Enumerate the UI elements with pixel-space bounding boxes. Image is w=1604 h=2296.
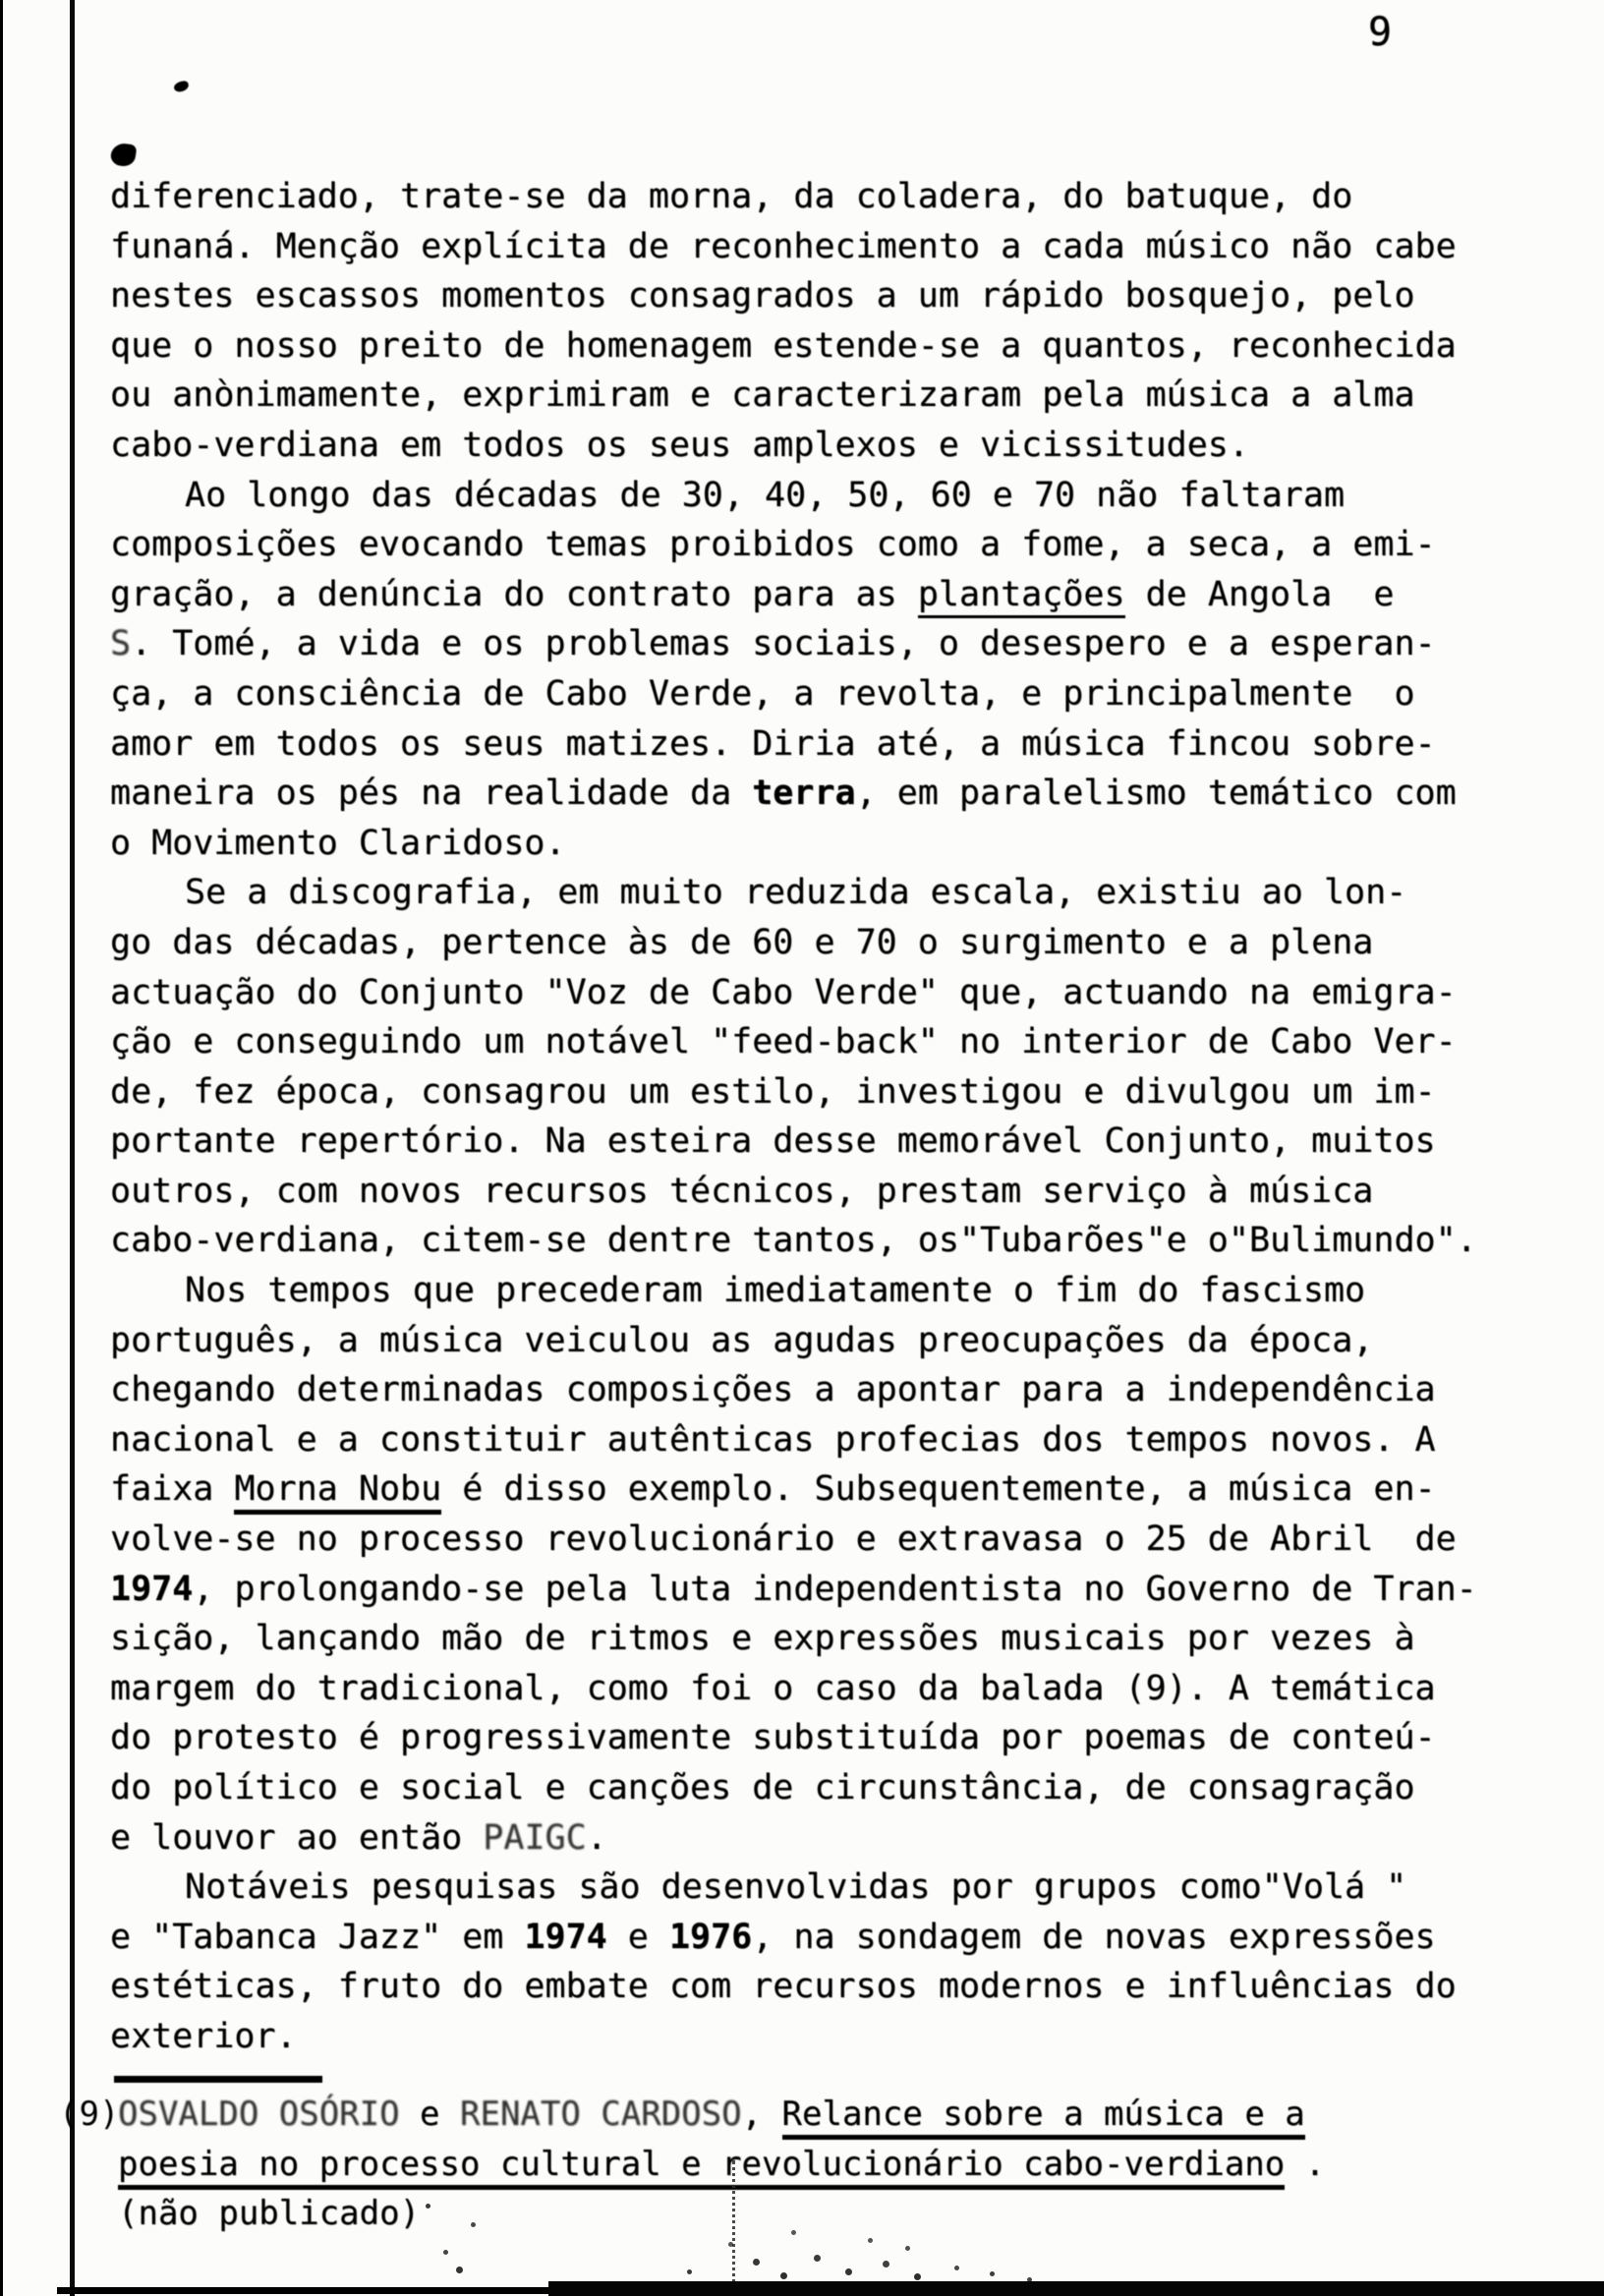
text-line xyxy=(110,321,1545,372)
underlined-text: poesia no processo cultural e revolucionário cabo-verdiano xyxy=(118,2145,1285,2190)
text-line xyxy=(110,1713,1545,1763)
text-line xyxy=(110,1763,1545,1813)
text-run: cabo-verdiana em todos os seus amplexos e vicissitudes. xyxy=(110,425,1249,465)
text-line xyxy=(110,1067,1545,1118)
underlined-text: plantações xyxy=(918,575,1125,618)
footnote-marker: (9) xyxy=(59,2095,120,2134)
text-line xyxy=(110,1614,1545,1664)
text-run: do político e social e canções de circunstância, de consagração xyxy=(110,1768,1415,1808)
text-run: chegando determinadas composições a apontar para a independência xyxy=(110,1370,1436,1410)
text-run: gração, a denúncia do contrato para as xyxy=(110,574,918,614)
text-line xyxy=(118,2189,1543,2239)
text-run: (não publicado) xyxy=(118,2194,421,2234)
text-run: composições evocando temas proibidos como a fome, a seca, a emi- xyxy=(110,525,1436,565)
text-run: é disso exemplo. Subsequentemente, a música en- xyxy=(441,1469,1436,1510)
text-run: . xyxy=(1285,2144,1326,2184)
text-line xyxy=(110,619,1545,669)
text-line xyxy=(110,172,1545,222)
text-run: actuação do Conjunto "Voz de Cabo Verde" que, actuando na emigra- xyxy=(110,972,1457,1012)
text-run: exterior. xyxy=(110,2016,297,2056)
text-run: e xyxy=(606,1917,669,1957)
faded-text: OSVALDO OSÓRIO xyxy=(118,2095,400,2134)
text-line xyxy=(110,271,1545,321)
bold-text: 1974 xyxy=(110,1569,194,1609)
footnote-divider xyxy=(114,2076,322,2083)
text-line xyxy=(110,1813,1545,1864)
text-run: de Angola e xyxy=(1124,574,1395,614)
text-line xyxy=(110,868,1545,918)
text-run: , xyxy=(741,2095,782,2134)
scan-noise xyxy=(0,0,3,3)
text-run: e "Tabanca Jazz" em xyxy=(110,1917,525,1957)
text-run: , em paralelismo temático com xyxy=(855,774,1457,814)
text-line xyxy=(110,1117,1545,1167)
text-run: cabo-verdiana, citem-se dentre tantos, os"Tubarões"e o"Bulimundo". xyxy=(110,1221,1477,1261)
text-run: do protesto é progressivamente substituída por poemas de conteú- xyxy=(110,1718,1436,1758)
ink-blob xyxy=(110,142,138,167)
text-line xyxy=(110,520,1545,570)
underlined-text: Morna Nobu xyxy=(234,1469,441,1515)
scan-artifact-line xyxy=(732,2160,735,2296)
text-run: o Movimento Claridoso. xyxy=(110,823,566,863)
text-line xyxy=(110,819,1545,869)
text-run: amor em todos os seus matizes. Diria até, a música fincou sobre- xyxy=(110,723,1436,764)
text-run: outros, com novos recursos técnicos, prestam serviço à música xyxy=(110,1171,1374,1211)
bold-text: terra xyxy=(752,774,856,814)
text-line xyxy=(110,769,1545,819)
text-run: Se a discografia, em muito reduzida escala, existiu ao lon- xyxy=(185,873,1407,913)
text-line xyxy=(110,1167,1545,1217)
text-line xyxy=(110,1365,1545,1415)
text-line xyxy=(110,2012,1545,2062)
text-line xyxy=(110,719,1545,770)
text-line xyxy=(110,1863,1545,1913)
text-run: nestes escassos momentos consagrados a um rápido bosquejo, pelo xyxy=(110,276,1415,316)
text-run: e louvor ao então xyxy=(110,1817,484,1858)
text-line xyxy=(110,1216,1545,1266)
text-run: volve-se no processo revolucionário e extravasa o 25 de Abril de xyxy=(110,1520,1457,1560)
text-line xyxy=(110,1266,1545,1316)
page-number: 9 xyxy=(1368,10,1394,55)
text-line xyxy=(110,1017,1545,1067)
text-run: diferenciado, trate-se da morna, da coladera, do batuque, do xyxy=(110,177,1353,216)
text-run: funaná. Menção explícita de reconhecimento a cada músico não cabe xyxy=(110,226,1457,266)
text-line xyxy=(110,471,1545,521)
text-line xyxy=(110,1565,1545,1615)
text-run: ção e conseguindo um notável "feed-back" no interior de Cabo Ver- xyxy=(110,1022,1457,1062)
text-run: , na sondagem de novas expressões xyxy=(752,1917,1436,1957)
text-line xyxy=(110,371,1545,421)
text-run: margem do tradicional, como foi o caso da balada (9). A temática xyxy=(110,1668,1436,1708)
text-run: estéticas, fruto do embate com recursos modernos e influências do xyxy=(110,1967,1457,2007)
faded-text: RENATO CARDOSO xyxy=(460,2095,742,2134)
text-run: maneira os pés na realidade da xyxy=(110,774,753,814)
text-run: português, a música veiculou as agudas preocupações da época, xyxy=(110,1320,1374,1360)
bold-text: 1976 xyxy=(668,1917,753,1957)
ink-blob xyxy=(173,80,190,92)
faded-text: PAIGC xyxy=(483,1817,587,1858)
text-run: ça, a consciência de Cabo Verde, a revolta, e principalmente o xyxy=(110,673,1415,714)
text-run: . xyxy=(586,1817,607,1858)
faded-text: S xyxy=(110,624,132,664)
text-run: portante repertório. Na esteira desse memorável Conjunto, muitos xyxy=(110,1121,1436,1162)
text-line xyxy=(110,918,1545,968)
text-line xyxy=(110,669,1545,719)
text-run: faixa xyxy=(110,1469,235,1510)
text-run: e xyxy=(399,2095,460,2134)
text-line xyxy=(110,1664,1545,1714)
text-line xyxy=(110,222,1545,272)
text-run: sição, lançando mão de ritmos e expressões musicais por vezes à xyxy=(110,1619,1415,1659)
text-line xyxy=(110,1962,1545,2012)
scan-bottom-edge xyxy=(548,2281,1604,2296)
text-run: Notáveis pesquisas são desenvolvidas por grupos como"Volá " xyxy=(185,1867,1407,1908)
bold-text: 1974 xyxy=(524,1917,607,1957)
text-line xyxy=(110,1464,1545,1515)
text-line xyxy=(110,968,1545,1018)
scan-bottom-edge xyxy=(57,2287,548,2294)
text-line xyxy=(110,1913,1545,1963)
text-run: Nos tempos que precederam imediatamente o fim do fascismo xyxy=(185,1271,1366,1311)
text-line xyxy=(110,421,1545,471)
document-body xyxy=(110,172,1545,2062)
text-run: , prolongando-se pela luta independentista no Governo de Tran- xyxy=(193,1569,1477,1609)
text-run: de, fez época, consagrou um estilo, investigou e divulgou um im- xyxy=(110,1071,1436,1112)
text-run: nacional e a constituir autênticas profecias dos tempos novos. A xyxy=(110,1419,1436,1460)
text-run: que o nosso preito de homenagem estende-se a quantos, reconhecida xyxy=(110,325,1457,366)
text-line xyxy=(118,2090,1543,2140)
text-run: . Tomé, a vida e os problemas sociais, o desespero e a esperan- xyxy=(131,624,1436,664)
text-run: Ao longo das décadas de 30, 40, 50, 60 e 70 não faltaram xyxy=(185,475,1346,515)
footnote xyxy=(118,2090,1543,2239)
text-line xyxy=(118,2140,1543,2190)
text-run: go das décadas, pertence às de 60 e 70 o surgimento e a plena xyxy=(110,922,1374,962)
text-line xyxy=(110,1316,1545,1366)
underlined-text: Relance sobre a música e a xyxy=(782,2095,1305,2140)
text-line xyxy=(110,1515,1545,1565)
text-run: ou anònimamente, exprimiram e caracterizaram pela música a alma xyxy=(110,375,1415,416)
text-line xyxy=(110,570,1545,620)
text-line xyxy=(110,1415,1545,1465)
